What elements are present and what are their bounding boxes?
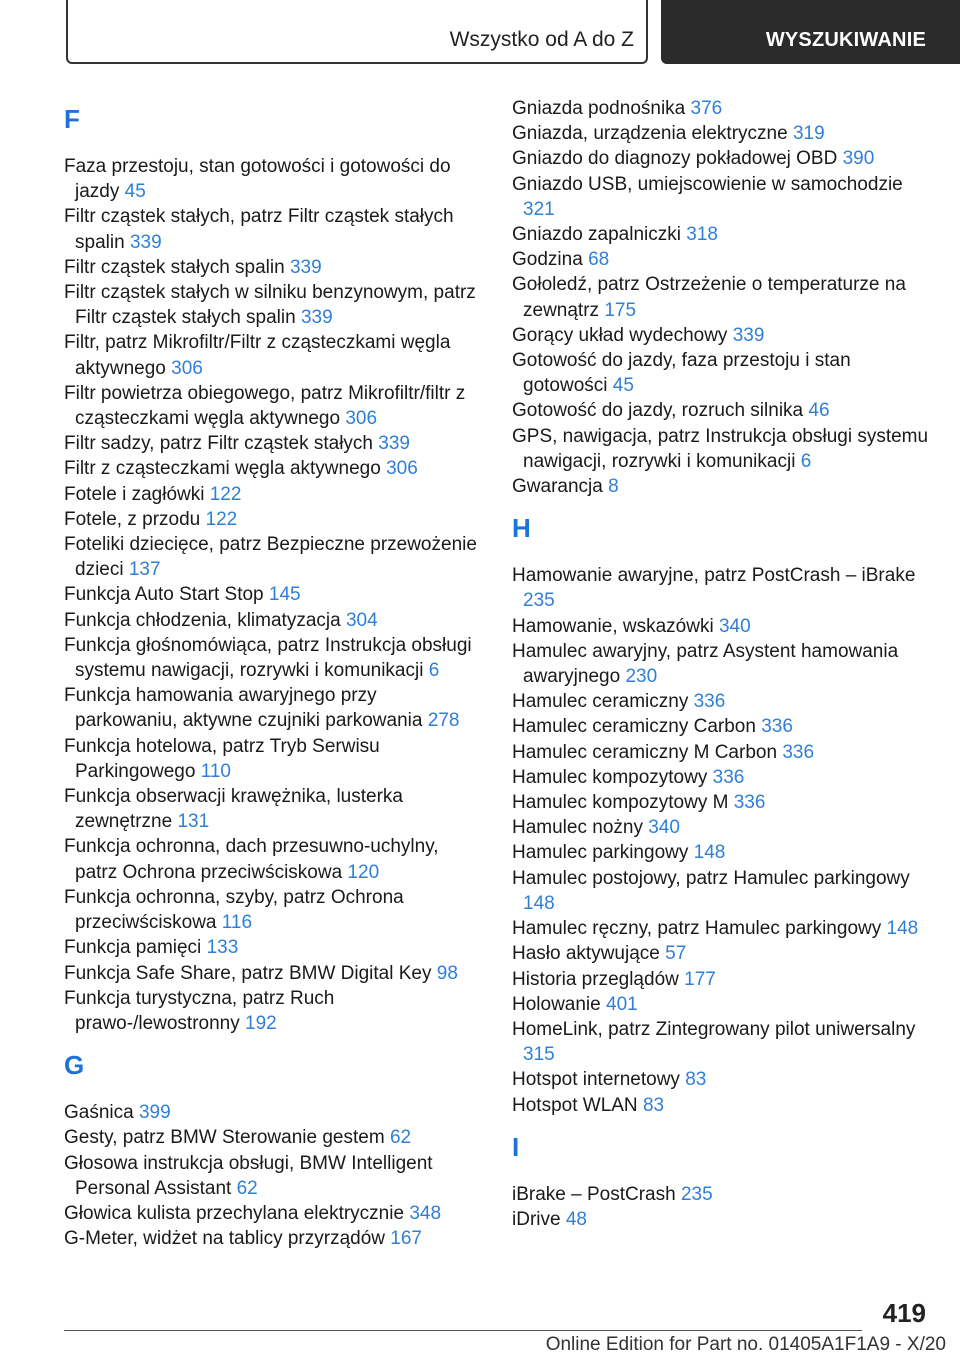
index-entry-text: Głosowa instrukcja obsługi, BMW Intelligent Personal Assistant: [64, 1152, 433, 1199]
index-entry: [512, 765, 932, 790]
index-entry-text: Funkcja chłodzenia, klimatyzacja: [64, 609, 341, 631]
page-reference-link[interactable]: 68: [588, 249, 610, 271]
page-reference-link[interactable]: 48: [565, 1208, 587, 1230]
page-reference-link[interactable]: 306: [171, 357, 203, 379]
index-letter-heading: I: [512, 1131, 520, 1162]
index-entry-text: Głowica kulista przechylana elektrycznie: [64, 1202, 405, 1224]
page-reference-link[interactable]: 46: [808, 400, 830, 422]
index-entry: [64, 1125, 484, 1150]
page-reference-link[interactable]: 45: [612, 375, 634, 397]
index-entry: [64, 532, 484, 582]
page-reference-link[interactable]: 137: [128, 559, 161, 581]
index-entry: [64, 1226, 484, 1251]
index-entry: [512, 689, 932, 714]
index-entry: [512, 424, 932, 474]
page-reference-link[interactable]: 390: [842, 148, 875, 170]
index-entry: [512, 790, 932, 815]
index-entry: [512, 563, 932, 613]
index-entry: [512, 992, 932, 1017]
index-entry: [64, 1151, 484, 1201]
page-reference-link[interactable]: 340: [718, 615, 751, 637]
index-entry: [64, 608, 484, 633]
index-entry: [512, 222, 932, 247]
index-entry: [512, 323, 932, 348]
page-reference-link[interactable]: 376: [690, 98, 723, 119]
index-entry-text: Hamulec awaryjny, patrz Asystent hamowania awaryjnego: [512, 640, 899, 688]
page-reference-link[interactable]: 336: [761, 716, 793, 738]
index-entry-text: Hamulec kompozytowy: [512, 766, 708, 788]
index-entry-text: Gniazdo do diagnozy pokładowej OBD: [512, 148, 838, 170]
page-reference-link[interactable]: 120: [347, 861, 380, 883]
index-entry: [64, 280, 484, 330]
page-reference-link[interactable]: 401: [606, 993, 638, 1015]
index-entry-text: Godzina: [512, 249, 583, 271]
page-reference-link[interactable]: 62: [389, 1127, 412, 1149]
index-entry-text: Foteliki dziecięce, patrz Bezpieczne przewożenie dzieci: [64, 534, 477, 581]
chapter-title: WYSZUKIWANIE: [765, 29, 926, 51]
index-entry: [64, 1201, 484, 1226]
index-entry-text: Gorący układ wydechowy: [512, 324, 728, 346]
index-entry: [512, 967, 932, 992]
index-entry-text: Hamulec nożny: [512, 817, 643, 839]
index-entry-text: Funkcja głośnomówiąca, patrz Instrukcja obsługi systemu nawigacji, rozrywki i komunikacji: [64, 634, 472, 682]
index-entry: [64, 330, 484, 380]
index-entry: [512, 1067, 932, 1092]
index-entry-text: Hotspot WLAN: [512, 1094, 638, 1116]
index-entry-text: Holowanie: [512, 993, 601, 1015]
index-column-left: [64, 96, 484, 1251]
index-entry-text: Filtr cząstek stałych w silniku benzynowym, patrz Filtr cząstek stałych spalin: [64, 282, 476, 329]
index-entry-text: Fotele i zagłówki: [64, 483, 205, 505]
index-entry: [512, 474, 932, 499]
index-entry: [64, 507, 484, 532]
page-reference-link[interactable]: 348: [409, 1202, 442, 1224]
page-reference-link[interactable]: 110: [200, 760, 231, 782]
index-entry-text: iDrive: [512, 1208, 561, 1230]
index-entry-text: Faza przestoju, stan gotowości i gotowości do jazdy: [64, 156, 451, 203]
index-entry: [512, 815, 932, 840]
index-entry: [64, 834, 484, 884]
index-entry-text: Hamulec ceramiczny M Carbon: [512, 741, 778, 763]
index-entry-text: Hamowanie, wskazówki: [512, 615, 714, 637]
index-entry-text: Funkcja ochronna, szyby, patrz Ochrona przeciwściskowa: [64, 886, 404, 934]
index-entry-text: G-Meter, widżet na tablicy przyrządów: [64, 1228, 386, 1250]
page-reference-link[interactable]: 340: [648, 817, 680, 839]
index-entry: [512, 96, 932, 121]
index-entry-text: Gotowość do jazdy, faza przestoju i stan gotowości: [512, 350, 851, 397]
index-entry: [64, 456, 484, 481]
index-letter-heading: G: [64, 1050, 85, 1081]
index-entry-text: Gesty, patrz BMW Sterowanie gestem: [64, 1127, 385, 1149]
index-entry: [512, 1093, 932, 1118]
page-reference-link[interactable]: 336: [782, 741, 815, 763]
index-entry-text: Filtr cząstek stałych, patrz Filtr cząstek stałych spalin: [64, 206, 454, 253]
page-reference-link[interactable]: 148: [523, 892, 555, 914]
index-entry: [64, 431, 484, 456]
index-entry: [512, 272, 932, 322]
page-reference-link[interactable]: 235: [680, 1183, 713, 1205]
section-tab: [66, 0, 648, 64]
page-reference-link[interactable]: 6: [428, 660, 440, 682]
footer-divider: [64, 1330, 862, 1331]
page-reference-link[interactable]: 399: [138, 1102, 171, 1124]
page-reference-link[interactable]: 177: [684, 968, 716, 990]
index-entry: [64, 204, 484, 254]
index-entry-text: HomeLink, patrz Zintegrowany pilot uniwersalny: [512, 1018, 916, 1040]
index-entry-text: Funkcja turystyczna, patrz Ruch prawo-/lewostronny: [64, 987, 335, 1034]
page-reference-link[interactable]: 83: [685, 1069, 707, 1091]
index-entry: [64, 1100, 484, 1125]
page-reference-link[interactable]: 45: [124, 181, 146, 203]
index-entry: [512, 941, 932, 966]
index-entry: [512, 247, 932, 272]
index-entry: [64, 381, 484, 431]
index-letter-heading: F: [64, 104, 80, 134]
index-entry: [512, 1207, 932, 1232]
index-entry-text: Hamowanie awaryjne, patrz PostCrash – iBrake: [512, 565, 916, 587]
index-entry-text: Filtr powietrza obiegowego, patrz Mikrofiltr/filtr z cząsteczkami węgla aktywnego: [64, 382, 466, 430]
index-entry-text: Gaśnica: [64, 1102, 134, 1124]
page-reference-link[interactable]: 315: [523, 1044, 555, 1066]
index-entry-text: Filtr, patrz Mikrofiltr/Filtr z cząsteczkami węgla aktywnego: [64, 332, 451, 379]
page-number: 419: [882, 1298, 926, 1328]
index-entry: [64, 885, 484, 935]
index-column-right: [512, 96, 932, 1232]
section-title: Wszystko od A do Z: [449, 28, 634, 51]
index-entry-text: Filtr cząstek stałych spalin: [64, 256, 285, 278]
index-entry-text: Fotele, z przodu: [64, 508, 201, 530]
page-reference-link[interactable]: 235: [523, 590, 555, 612]
index-entry-text: Hamulec postojowy, patrz Hamulec parkingowy: [512, 867, 910, 889]
page-reference-link[interactable]: 321: [523, 198, 555, 220]
index-entry: [512, 614, 932, 639]
index-entry-text: Hamulec ceramiczny: [512, 691, 689, 713]
index-entry: [64, 582, 484, 607]
index-entry: [64, 255, 484, 280]
index-entry: [512, 172, 932, 222]
index-entry-text: Funkcja ochronna, dach przesuwno-uchylny, patrz Ochrona przeciwściskowa: [64, 836, 439, 883]
page-reference-link[interactable]: 122: [209, 483, 242, 505]
page-reference-link[interactable]: 278: [427, 710, 460, 732]
index-entry: [512, 866, 932, 916]
index-entry-text: Filtr z cząsteczkami węgla aktywnego: [64, 458, 381, 480]
index-entry-text: Historia przeglądów: [512, 968, 679, 990]
index-entry: [64, 633, 484, 683]
page-reference-link[interactable]: 339: [300, 307, 333, 329]
page-reference-link[interactable]: 148: [693, 842, 726, 864]
index-entry-text: iBrake – PostCrash: [512, 1183, 676, 1205]
footer-edition: Online Edition for Part no. 01405A1F1A9 - X/20: [545, 1334, 946, 1355]
page-reference-link[interactable]: 306: [345, 408, 378, 430]
page-reference-link[interactable]: 167: [390, 1228, 422, 1250]
index-entry: [64, 154, 484, 204]
page-reference-link[interactable]: 133: [206, 937, 239, 959]
page-reference-link[interactable]: 122: [205, 508, 238, 530]
page-reference-link[interactable]: 145: [268, 584, 301, 606]
page-reference-link[interactable]: 318: [686, 224, 718, 246]
page-reference-link[interactable]: 175: [604, 299, 637, 321]
page-reference-link[interactable]: 98: [436, 962, 458, 984]
index-entry-text: Hamulec ceramiczny Carbon: [512, 716, 756, 738]
index-entry-text: Gwarancja: [512, 476, 603, 498]
page-reference-link[interactable]: 57: [665, 943, 687, 965]
index-entry-text: Gniazda podnośnika: [512, 98, 686, 119]
index-entry-text: Gniazdo zapalniczki: [512, 224, 681, 246]
page-reference-link[interactable]: 339: [378, 433, 410, 455]
page-reference-link[interactable]: 230: [625, 666, 658, 688]
index-entry-text: Funkcja Safe Share, patrz BMW Digital Key: [64, 962, 432, 984]
index-entry: [64, 961, 484, 986]
page-header: [0, 0, 960, 66]
page-reference-link[interactable]: 148: [886, 918, 919, 940]
index-entry-text: GPS, nawigacja, patrz Instrukcja obsługi systemu nawigacji, rozrywki i komunikacji: [512, 425, 929, 472]
index-entry-text: Funkcja obserwacji krawężnika, lusterka zewnętrzne: [64, 786, 403, 833]
index-entry: [512, 639, 932, 689]
index-entry-text: Filtr sadzy, patrz Filtr cząstek stałych: [64, 433, 373, 455]
page-reference-link[interactable]: 339: [289, 256, 322, 278]
index-entry: [512, 121, 932, 146]
index-entry-text: Hasło aktywujące: [512, 943, 660, 965]
page-reference-link[interactable]: 339: [129, 231, 162, 253]
page-reference-link[interactable]: 336: [712, 766, 745, 788]
index-entry: [64, 784, 484, 834]
index-entry-text: Funkcja hotelowa, patrz Tryb Serwisu Parkingowego: [64, 735, 380, 782]
index-entry: [64, 935, 484, 960]
search-tab: [661, 0, 960, 64]
index-entry: [64, 734, 484, 784]
index-entry-text: Gołoledź, patrz Ostrzeżenie o temperaturze na zewnątrz: [512, 274, 906, 321]
index-entry: [512, 1017, 932, 1067]
index-entry: [512, 146, 932, 171]
index-entry-text: Hamulec kompozytowy M: [512, 792, 729, 814]
index-entry-text: Funkcja pamięci: [64, 937, 202, 959]
index-entry: [512, 840, 932, 865]
page-reference-link[interactable]: 304: [345, 609, 378, 631]
page-reference-link[interactable]: 131: [177, 811, 210, 833]
page-reference-link[interactable]: 306: [386, 458, 418, 480]
index-entry: [512, 740, 932, 765]
index-entry-text: Hamulec parkingowy: [512, 842, 689, 864]
page-reference-link[interactable]: 319: [792, 123, 825, 145]
page-reference-link[interactable]: 62: [236, 1177, 258, 1199]
page-reference-link[interactable]: 83: [642, 1094, 665, 1116]
index-entry-text: Gniazda, urządzenia elektryczne: [512, 123, 788, 145]
index-entry: [512, 348, 932, 398]
index-entry: [64, 482, 484, 507]
page-reference-link[interactable]: 192: [245, 1012, 277, 1034]
index-entry: [512, 916, 932, 941]
index-entry-text: Gniazdo USB, umiejscowienie w samochodzie: [512, 173, 903, 195]
index-entry-text: Hamulec ręczny, patrz Hamulec parkingowy: [512, 918, 882, 940]
index-letter-heading: H: [512, 513, 531, 544]
index-entry: [64, 986, 484, 1036]
index-entry: [512, 714, 932, 739]
index-entry-text: Funkcja hamowania awaryjnego przy parkowaniu, aktywne czujniki parkowania: [64, 685, 423, 732]
page-reference-link[interactable]: 8: [608, 476, 619, 498]
index-entry: [64, 683, 484, 733]
page-reference-link[interactable]: 116: [221, 912, 253, 934]
index-entry-text: Hotspot internetowy: [512, 1069, 680, 1091]
page-reference-link[interactable]: 339: [732, 324, 765, 346]
index-entry-text: Funkcja Auto Start Stop: [64, 584, 264, 606]
page-reference-link[interactable]: 336: [693, 691, 726, 713]
index-entry: [512, 398, 932, 423]
index-entry-text: Gotowość do jazdy, rozruch silnika: [512, 400, 804, 422]
index-entry: [512, 1182, 932, 1207]
page-reference-link[interactable]: 336: [733, 792, 766, 814]
page-reference-link[interactable]: 6: [800, 450, 812, 472]
